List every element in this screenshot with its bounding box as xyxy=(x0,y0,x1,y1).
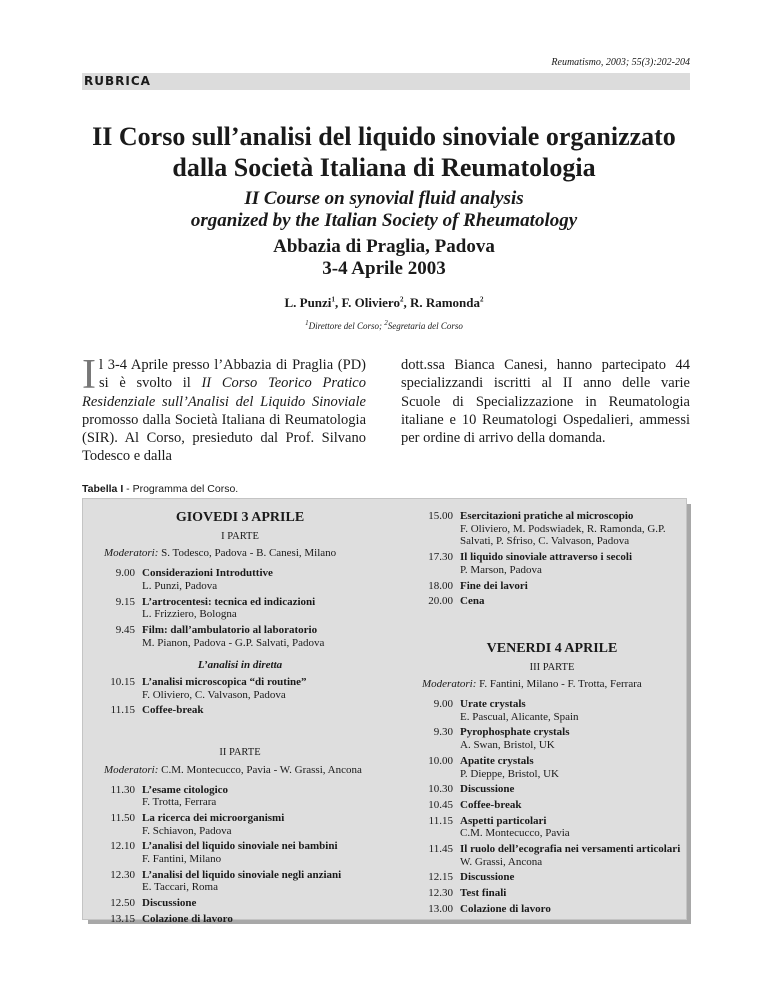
author-3: R. Ramonda xyxy=(409,295,481,310)
schedule-entry xyxy=(460,726,570,751)
schedule-title: La ricerca dei microorganismi xyxy=(142,811,285,824)
schedule-title: L’analisi del liquido sinoviale negli anziani xyxy=(142,868,342,881)
schedule-row xyxy=(422,887,682,900)
schedule-row xyxy=(104,913,376,926)
schedule-entry xyxy=(460,698,579,723)
schedule-title: Film: dall’ambulatorio al laboratorio xyxy=(142,623,318,636)
part-2-moderator-names: C.M. Montecucco, Pavia - W. Grassi, Ancona xyxy=(158,763,362,776)
schedule-entry xyxy=(460,843,680,868)
schedule-speakers: F. Oliviero, M. Podswiadek, R. Ramonda, G.P. Salvati, P. Sfriso, C. Valvason, Padova xyxy=(460,522,666,548)
author-2-affil: 2 xyxy=(399,295,404,304)
schedule-time: 15.00 xyxy=(428,510,453,522)
schedule-entry xyxy=(460,887,506,900)
schedule-title: Apatite crystals xyxy=(460,754,534,767)
part-3-heading: III PARTE xyxy=(529,661,575,673)
schedule-speakers: F. Fantini, Milano xyxy=(142,853,222,866)
schedule-title: Considerazioni Introduttive xyxy=(142,567,273,580)
schedule-entry xyxy=(460,783,514,796)
schedule-time: 9.00 xyxy=(433,698,453,711)
schedule-time: 13.15 xyxy=(110,912,135,925)
schedule-row xyxy=(422,815,682,840)
schedule-time: 12.10 xyxy=(110,840,135,853)
author-3-affil: 2 xyxy=(480,295,484,304)
schedule-speakers: E. Pascual, Alicante, Spain xyxy=(460,710,579,723)
schedule-time: 11.15 xyxy=(428,814,453,827)
moderators-label: Moderatori: xyxy=(422,678,477,691)
schedule-row xyxy=(422,551,682,576)
part-3-moderator-names: F. Fantini, Milano - F. Trotta, Ferrara xyxy=(476,678,642,691)
schedule-time: 11.30 xyxy=(110,783,135,796)
author-1: L. Punzi xyxy=(284,295,332,310)
part-1-heading: I PARTE xyxy=(221,530,259,542)
affil-1: Direttore del Corso; xyxy=(308,321,382,331)
day-2-heading: VENERDI 4 APRILE xyxy=(486,640,618,656)
author-2: F. Oliviero xyxy=(341,295,400,310)
schedule-row xyxy=(422,595,682,608)
schedule-title: Discussione xyxy=(460,783,515,796)
schedule-title: L’analisi del liquido sinoviale nei bambini xyxy=(142,840,338,853)
schedule-entry xyxy=(142,704,204,717)
schedule-title: Aspetti particolari xyxy=(460,814,547,827)
schedule-entry xyxy=(142,913,233,926)
schedule-row xyxy=(104,869,376,894)
schedule-title: L’artrocentesi: tecnica ed indicazioni xyxy=(142,595,316,608)
schedule-speakers: M. Pianon, Padova - G.P. Salvati, Padova xyxy=(142,636,325,649)
schedule-entry xyxy=(142,840,338,865)
affil-2-mark: 2 xyxy=(384,319,388,327)
schedule-title: Fine dei lavori xyxy=(460,579,528,592)
schedule-speakers: L. Punzi, Padova xyxy=(142,579,218,592)
schedule-time: 17.30 xyxy=(428,551,453,564)
affil-2: Segretaria del Corso xyxy=(387,321,463,331)
title-line-2: dalla Società Italiana di Reumatologia xyxy=(172,153,596,182)
schedule-row xyxy=(422,783,682,796)
schedule-row xyxy=(422,903,682,916)
schedule-title: L’analisi microscopica “di routine” xyxy=(142,676,307,689)
part-1-moderator-names: S. Todesco, Padova - B. Canesi, Milano xyxy=(158,547,337,560)
author-1-affil: 1 xyxy=(331,295,335,304)
schedule-speakers: F. Oliviero, C. Valvason, Padova xyxy=(142,688,286,701)
schedule-time: 10.00 xyxy=(428,754,453,767)
schedule-entry xyxy=(142,624,324,649)
schedule-row xyxy=(104,567,376,592)
table-column-right xyxy=(422,498,682,919)
schedule-row xyxy=(422,726,682,751)
schedule-title: Discussione xyxy=(460,871,515,884)
schedule-row xyxy=(104,784,376,809)
schedule-entry xyxy=(460,871,514,884)
section-bar xyxy=(82,73,690,90)
table-caption-text: - Programma del Corso. xyxy=(123,483,239,495)
schedule-time: 12.30 xyxy=(110,868,135,881)
event-place: Abbazia di Praglia, Padova xyxy=(273,236,495,257)
drop-cap: I xyxy=(82,352,96,398)
subtitle-line-1: II Course on synovial fluid analysis xyxy=(244,188,524,209)
journal-citation: Reumatismo, 2003; 55(3):202-204 xyxy=(551,57,690,68)
schedule-title: Coffee-break xyxy=(142,704,204,717)
schedule-speakers: F. Schiavon, Padova xyxy=(142,824,232,837)
schedule-time: 9.15 xyxy=(115,595,135,608)
affil-1-mark: 1 xyxy=(305,319,309,327)
event-date: 3-4 Aprile 2003 xyxy=(322,258,446,279)
schedule-time: 20.00 xyxy=(428,595,453,608)
schedule-time: 13.00 xyxy=(428,902,453,915)
title-line-1: II Corso sull’analisi del liquido sinoviale organizzato xyxy=(92,122,676,151)
part-3-moderators xyxy=(422,678,682,691)
part-3-schedule xyxy=(422,698,682,916)
schedule-title: Coffee-break xyxy=(460,798,522,811)
schedule-time: 11.50 xyxy=(110,811,135,824)
moderators-label: Moderatori: xyxy=(104,763,159,776)
event-place-date xyxy=(60,236,708,280)
table-label: Tabella I xyxy=(82,483,124,495)
schedule-speakers: P. Marson, Padova xyxy=(460,563,542,576)
schedule-entry xyxy=(460,799,522,812)
schedule-title: L’esame citologico xyxy=(142,783,229,796)
schedule-time: 10.30 xyxy=(428,783,453,796)
schedule-row xyxy=(104,624,376,649)
part-2-moderators xyxy=(104,764,376,777)
schedule-row xyxy=(422,799,682,812)
part-2-heading: II PARTE xyxy=(219,747,261,759)
schedule-speakers: C.M. Montecucco, Pavia xyxy=(460,827,570,840)
schedule-row xyxy=(422,843,682,868)
schedule-time: 18.00 xyxy=(428,579,453,592)
schedule-time: 12.50 xyxy=(110,897,135,910)
schedule-row xyxy=(104,840,376,865)
part-1-schedule xyxy=(104,567,376,649)
schedule-title: Colazione di lavoro xyxy=(142,912,233,925)
schedule-entry xyxy=(460,595,484,608)
schedule-entry xyxy=(460,755,559,780)
schedule-time: 11.45 xyxy=(428,843,453,856)
schedule-entry xyxy=(460,815,570,840)
body-column-right: dott.ssa Bianca Canesi, hanno partecipato 44 specializzandi iscritti al II anno delle varie Scuole di Specializzazione in Reumatologia italiane e 10 Reumatologi Ospedalieri, ammessi per ordine di arrivo della domanda. xyxy=(401,357,690,447)
author-list: L. Punzi$^1$, F. Oliviero$^2$, R. Ramonda$^2$ xyxy=(284,295,484,310)
schedule-time: 12.15 xyxy=(428,871,453,884)
table-caption xyxy=(82,483,238,495)
schedule-time: 10.15 xyxy=(110,676,135,689)
schedule-title: Esercitazioni pratiche al microscopio xyxy=(460,510,634,522)
schedule-title: Discussione xyxy=(142,897,197,910)
schedule-time: 9.45 xyxy=(115,623,135,636)
schedule-title: Test finali xyxy=(460,887,507,900)
day-1-heading: GIOVEDI 3 APRILE xyxy=(175,510,305,525)
table-column-left xyxy=(104,498,376,929)
schedule-row xyxy=(422,698,682,723)
subtitle-line-2: organized by the Italian Society of Rheumatology xyxy=(190,210,578,231)
schedule-row xyxy=(104,704,376,717)
schedule-entry xyxy=(142,567,273,592)
session-live-schedule xyxy=(104,676,376,717)
schedule-entry xyxy=(460,903,551,916)
schedule-title: Colazione di lavoro xyxy=(460,902,551,915)
schedule-speakers: A. Swan, Bristol, UK xyxy=(460,739,555,752)
session-live-heading: L’analisi in diretta xyxy=(197,659,283,672)
schedule-speakers: L. Frizziero, Bologna xyxy=(142,608,237,621)
article-subtitle xyxy=(60,188,708,232)
schedule-row xyxy=(104,596,376,621)
schedule-speakers: F. Trotta, Ferrara xyxy=(142,796,217,809)
schedule-entry xyxy=(460,551,632,576)
schedule-entry xyxy=(142,812,284,837)
schedule-speakers: P. Dieppe, Bristol, UK xyxy=(460,767,559,780)
schedule-row xyxy=(104,676,376,701)
schedule-entry xyxy=(460,580,528,593)
schedule-time: 11.15 xyxy=(110,704,135,717)
schedule-speakers: W. Grassi, Ancona xyxy=(460,855,543,868)
schedule-entry xyxy=(460,510,682,548)
afternoon-schedule xyxy=(422,510,682,608)
schedule-time: 10.45 xyxy=(428,798,453,811)
moderators-label: Moderatori: xyxy=(104,547,159,560)
section-label: RUBRICA xyxy=(84,74,151,88)
part-1-moderators xyxy=(104,547,376,560)
schedule-title: Pyrophosphate crystals xyxy=(460,726,570,739)
schedule-title: Il ruolo dell’ecografia nei versamenti articolari xyxy=(460,843,681,856)
body-text-2: promosso dalla Società Italiana di Reumatologia (SIR). Al Corso, presieduto dal Prof. Silvano Todesco e dalla xyxy=(82,411,366,465)
schedule-entry xyxy=(142,676,307,701)
schedule-row xyxy=(422,510,682,548)
schedule-entry xyxy=(142,897,196,910)
schedule-title: Il liquido sinoviale attraverso i secoli xyxy=(460,551,633,564)
part-2-schedule xyxy=(104,784,376,926)
schedule-row xyxy=(104,897,376,910)
body-text-1: l 3-4 Aprile presso l’Abbazia di Praglia (PD) si è svolto il xyxy=(99,357,366,392)
schedule-time: 12.30 xyxy=(428,887,453,900)
schedule-row xyxy=(422,580,682,593)
schedule-entry xyxy=(142,596,315,621)
affiliations xyxy=(60,319,708,331)
schedule-title: Cena xyxy=(460,595,485,608)
schedule-row xyxy=(422,871,682,884)
schedule-time: 9.30 xyxy=(433,726,453,739)
schedule-title: Urate crystals xyxy=(460,698,526,711)
schedule-entry xyxy=(142,784,228,809)
schedule-row xyxy=(422,755,682,780)
schedule-speakers: E. Taccari, Roma xyxy=(142,881,218,894)
schedule-time: 9.00 xyxy=(115,567,135,580)
body-column-left xyxy=(82,352,366,466)
article-title xyxy=(60,121,708,183)
schedule-row xyxy=(104,812,376,837)
schedule-entry xyxy=(142,869,341,894)
course-name: II Corso Teorico Pratico Residenziale sull’Analisi del Liquido Sinoviale xyxy=(82,375,366,410)
